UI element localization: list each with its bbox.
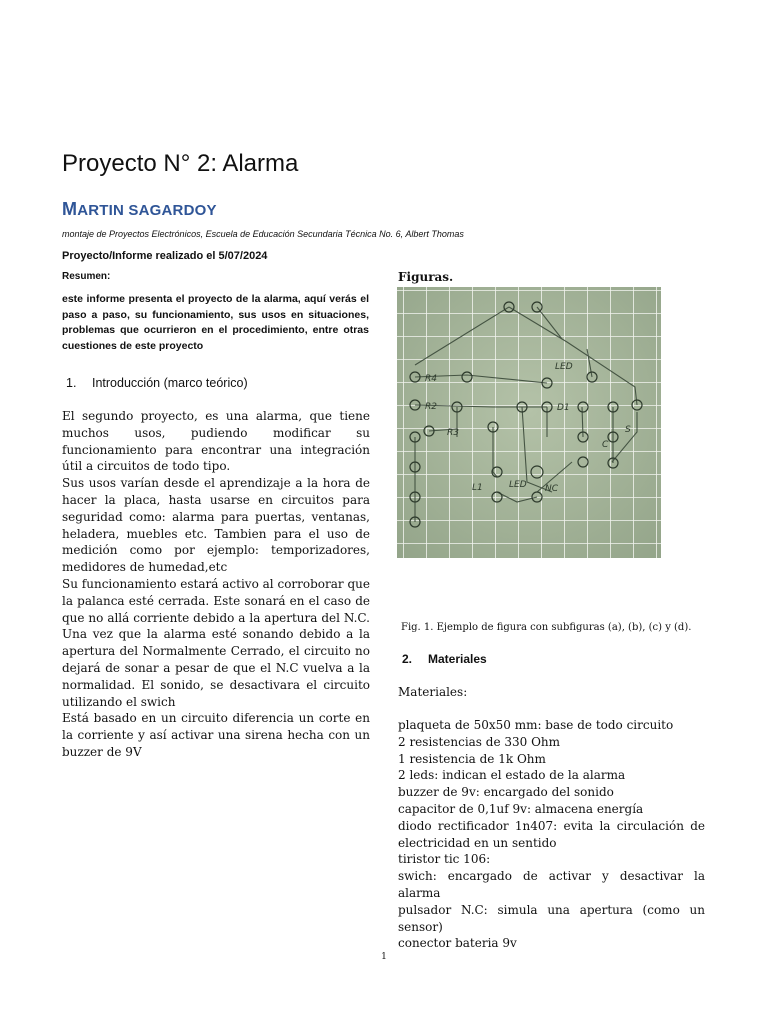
figures-heading: Figuras. — [398, 270, 454, 284]
materials-heading: Materiales: — [398, 685, 468, 699]
board-label: C — [602, 440, 609, 450]
abstract-text: este informe presenta el proyecto de la alarma, aquí verás el paso a paso, su funcionamiento, sus usos en situaciones, problemas que ocurrieron en el procedimiento, entre otras cuestiones de este proyecto — [62, 293, 369, 352]
introduction-body — [62, 408, 370, 761]
author-initial: M — [62, 199, 78, 219]
list-item: plaqueta de 50x50 mm: base de todo circuito — [398, 718, 674, 732]
list-item: 2 leds: indican el estado de la alarma — [398, 768, 626, 783]
board-label: R4 — [425, 374, 437, 384]
section-heading-materials — [402, 652, 487, 666]
intro-paragraph: Está basado en un circuito diferencia un corte en la corriente y así activar una sirena hecha con un buzzer de 9V — [62, 711, 370, 759]
author-rest: ARTIN SAGARDOY — [77, 202, 217, 219]
board-label: LED — [509, 480, 527, 490]
list-item: 1 resistencia de 1k Ohm — [398, 751, 546, 766]
list-item: swich: encargado de activar y desactivar la alarma — [398, 869, 705, 900]
author-name — [62, 199, 217, 220]
report-date-line: Proyecto/Informe realizado el 5/07/2024 — [62, 250, 268, 262]
list-item: 2 resistencias de 330 Ohm — [398, 734, 561, 749]
section-number: 1. — [66, 376, 77, 390]
intro-paragraph: El segundo proyecto, es una alarma, que tiene muchos usos, pudiendo modificar su funcionamiento para encontrar una integración útil a circuitos de todo tipo. — [62, 409, 370, 474]
intro-paragraph: Sus usos varían desde el aprendizaje a la hora de hacer la placa, hasta usarse en circuitos para seguridad como: alarma para puertas, ventanas, heladera, muebles etc. Tambien para el uso de medición como por ejemplo: temporizadores, medidores de humedad,etc — [62, 476, 370, 575]
list-item: diodo rectificador 1n407: evita la circulación de electricidad en un sentido — [398, 818, 705, 850]
board-label: L1 — [472, 483, 483, 493]
list-item: buzzer de 9v: encargado del sonido — [398, 785, 614, 800]
materials-list — [398, 717, 705, 952]
affiliation: montaje de Proyectos Electrónicos, Escuela de Educación Secundaria Técnica No. 6, Albert Thomas — [62, 229, 464, 239]
board-label: NC — [545, 484, 559, 494]
list-item: pulsador N.C: simula una apertura (como un sensor) — [398, 902, 705, 934]
board-label: R2 — [425, 402, 437, 412]
section-heading-introduction — [66, 376, 248, 390]
intro-paragraph: Su funcionamiento estará activo al corroborar que la palanca esté cerrada. Este sonará en el caso de que no allá corriente debido a la apertura del N.C. Una vez que la alarma esté sonando debido a la apertura del Normalmente Cerrado, el circuito no dejará de sonar a pesar de que el N.C vuelva a la normalidad. El sonido, se desactivara el circuito utilizando el swich — [62, 576, 370, 709]
page-number: 1 — [381, 952, 387, 962]
board-label: R3 — [447, 428, 459, 438]
list-item: conector bateria 9v — [398, 936, 517, 951]
section-title: Introducción (marco teórico) — [92, 376, 248, 390]
board-label: S — [625, 425, 631, 435]
section-number: 2. — [402, 652, 413, 666]
paper-title: Proyecto N° 2: Alarma — [62, 150, 299, 177]
list-item: tiristor tic 106: — [398, 852, 491, 867]
section-title: Materiales — [428, 652, 487, 666]
list-item: capacitor de 0,1uf 9v: almacena energía — [398, 801, 644, 816]
circuit-board-photo — [397, 287, 661, 558]
board-label: D1 — [557, 403, 570, 413]
board-label: LED — [555, 362, 573, 372]
figure-caption: Fig. 1. Ejemplo de figura con subfiguras (a), (b), (c) y (d). — [401, 622, 692, 633]
abstract-heading: Resumen: — [62, 271, 111, 282]
